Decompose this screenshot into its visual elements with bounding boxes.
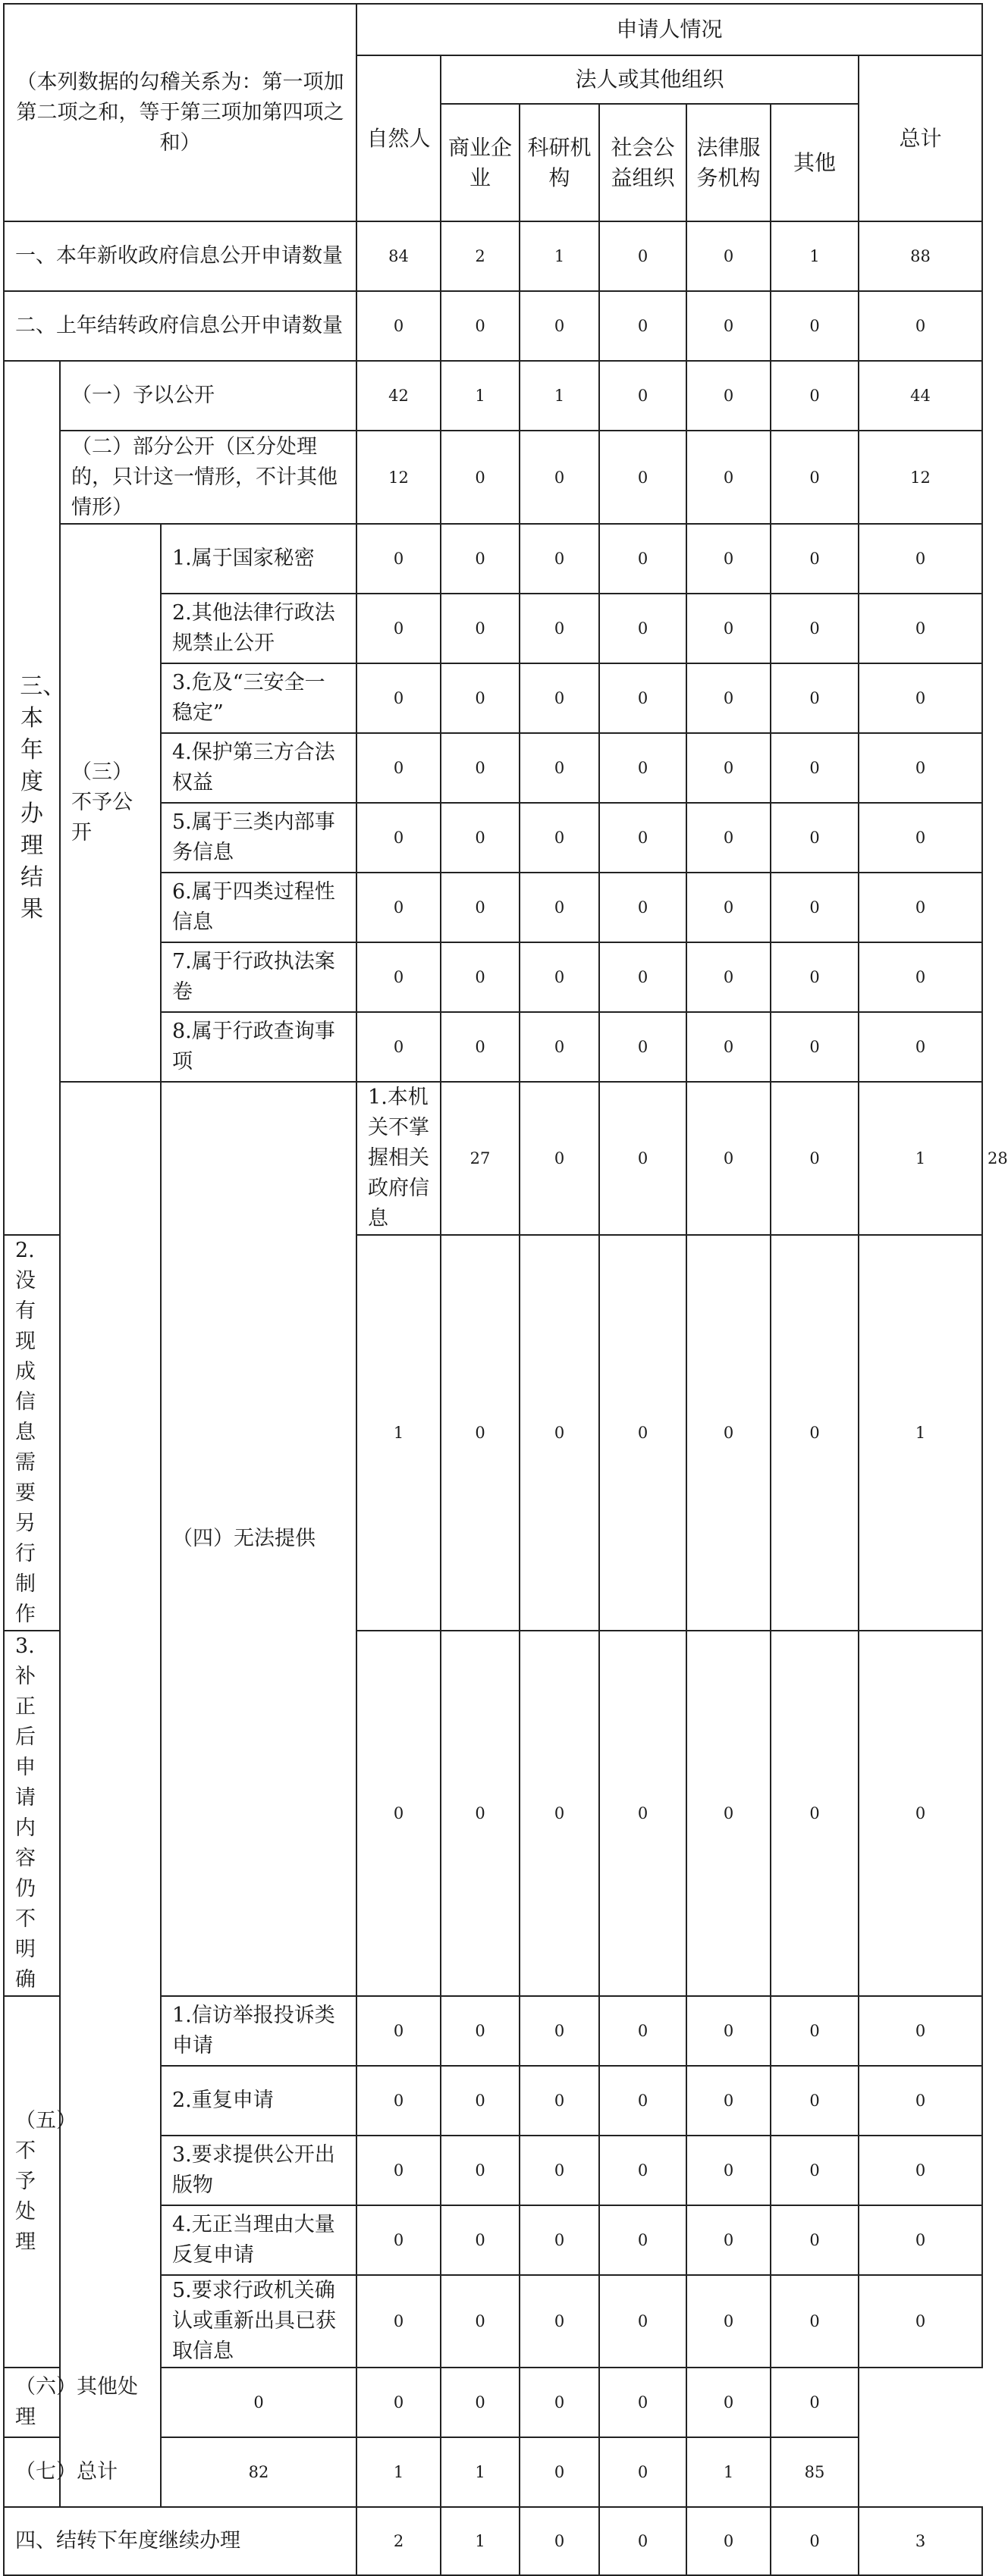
row-label: （六）其他处理 — [4, 2368, 161, 2437]
cell-value: 0 — [771, 1996, 859, 2066]
cell-value: 0 — [520, 2066, 599, 2136]
cell-value: 44 — [859, 361, 982, 431]
header-legal-or-org: 法人或其他组织 — [441, 55, 859, 104]
header-applicant-status: 申请人情况 — [356, 4, 982, 55]
cell-value: 0 — [441, 873, 520, 942]
cell-value: 0 — [441, 594, 520, 663]
cell-value: 0 — [859, 291, 982, 361]
cell-value: 0 — [686, 524, 771, 594]
cell-value: 0 — [441, 1996, 520, 2066]
cell-value: 0 — [441, 1631, 520, 1996]
cell-value: 0 — [520, 2136, 599, 2205]
cell-value: 0 — [356, 1012, 441, 1082]
cell-value: 0 — [599, 942, 686, 1012]
cell-value: 82 — [161, 2437, 356, 2507]
table-row — [4, 524, 982, 594]
cell-value: 0 — [441, 291, 520, 361]
cell-value: 0 — [441, 942, 520, 1012]
cell-value: 0 — [520, 1082, 599, 1235]
cell-value: 0 — [859, 1631, 982, 1996]
cell-value: 0 — [686, 803, 771, 873]
group-label-withheld: （三）不予公开 — [60, 524, 161, 1082]
header-org-type: 法律服务机构 — [686, 104, 771, 221]
cell-value: 0 — [441, 431, 520, 524]
cell-value: 0 — [520, 2507, 599, 2575]
cell-value: 0 — [599, 733, 686, 803]
cell-value: 0 — [599, 291, 686, 361]
cell-value: 0 — [686, 221, 771, 291]
table-row — [4, 2507, 982, 2575]
cell-value: 1 — [859, 1235, 982, 1631]
statistics-table — [3, 3, 1008, 2576]
group-label-unable: （四）无法提供 — [161, 1082, 356, 1996]
cell-value: 0 — [686, 663, 771, 733]
row-label: 3.补正后申请内容仍不明确 — [4, 1631, 60, 1996]
cell-value: 0 — [441, 803, 520, 873]
cell-value: 1 — [441, 2507, 520, 2575]
cell-value: 0 — [859, 663, 982, 733]
cell-value: 0 — [441, 2066, 520, 2136]
cell-value: 0 — [771, 2275, 859, 2368]
header-natural-person: 自然人 — [356, 55, 441, 221]
header-org-type: 社会公益组织 — [599, 104, 686, 221]
cell-value: 0 — [686, 1082, 771, 1235]
cell-value: 0 — [441, 1235, 520, 1631]
cell-value: 0 — [599, 221, 686, 291]
cell-value: 0 — [771, 2368, 859, 2437]
cell-value: 0 — [771, 524, 859, 594]
cell-value: 0 — [859, 873, 982, 942]
table-row: （四）无法提供 1.本机关不掌握相关政府信息 27 0 0 0 0 1 28 — [4, 1082, 982, 1235]
cell-value: 0 — [686, 1235, 771, 1631]
cell-value: 0 — [441, 2205, 520, 2275]
cell-value: 0 — [599, 873, 686, 942]
cell-value: 0 — [771, 594, 859, 663]
header-org-type: 商业企业 — [441, 104, 520, 221]
cell-value: 0 — [599, 2437, 686, 2507]
row-label: 4.无正当理由大量反复申请 — [161, 2205, 356, 2275]
cell-value: 0 — [771, 291, 859, 361]
row-label: 8.属于行政查询事项 — [161, 1012, 356, 1082]
table-row — [4, 431, 982, 524]
cell-value: 0 — [859, 2275, 982, 2368]
cell-value: 0 — [599, 803, 686, 873]
cell-value: 0 — [686, 594, 771, 663]
cell-value: 0 — [520, 2275, 599, 2368]
cell-value: 0 — [356, 524, 441, 594]
cell-value: 0 — [771, 431, 859, 524]
cell-value: 0 — [520, 594, 599, 663]
cell-value: 0 — [859, 942, 982, 1012]
header-total: 总计 — [859, 55, 982, 221]
cell-value: 0 — [356, 2205, 441, 2275]
cell-value: 0 — [771, 2066, 859, 2136]
cell-value: 0 — [520, 733, 599, 803]
row-label: 1.信访举报投诉类申请 — [161, 1996, 356, 2066]
cell-value: 0 — [520, 291, 599, 361]
cell-value: 0 — [771, 873, 859, 942]
row-label: 2.重复申请 — [161, 2066, 356, 2136]
cell-value: 0 — [771, 2205, 859, 2275]
cell-value: 0 — [771, 2136, 859, 2205]
cell-value: 1 — [859, 1082, 982, 1235]
cell-value: 12 — [859, 431, 982, 524]
cell-value: 1 — [520, 221, 599, 291]
cell-value: 0 — [520, 2205, 599, 2275]
group-label-not-processed: （五）不予处理 — [4, 1996, 60, 2368]
cell-value: 0 — [599, 1082, 686, 1235]
cell-value: 0 — [520, 1631, 599, 1996]
cell-value: 0 — [520, 524, 599, 594]
cell-value: 0 — [599, 361, 686, 431]
table-row — [4, 291, 982, 361]
cell-value: 1 — [356, 2437, 441, 2507]
cell-value: 0 — [599, 1012, 686, 1082]
cell-value: 0 — [520, 873, 599, 942]
row-label: 3.要求提供公开出版物 — [161, 2136, 356, 2205]
cell-value: 0 — [520, 2368, 599, 2437]
cell-value: 1 — [520, 361, 599, 431]
cell-value: 1 — [356, 1235, 441, 1631]
row-label: （七）总计 — [4, 2437, 161, 2507]
cell-value: 0 — [161, 2368, 356, 2437]
cell-value: 0 — [686, 291, 771, 361]
cell-value: 0 — [686, 1996, 771, 2066]
cell-value: 0 — [599, 2066, 686, 2136]
cell-value: 0 — [771, 1631, 859, 1996]
cell-value: 0 — [441, 524, 520, 594]
cell-value: 0 — [859, 2136, 982, 2205]
row-label: （二）部分公开（区分处理的，只计这一情形，不计其他情形） — [60, 431, 356, 524]
cell-value: 0 — [859, 2205, 982, 2275]
cell-value: 0 — [599, 2136, 686, 2205]
cell-value: 0 — [686, 2507, 771, 2575]
table-row — [4, 361, 982, 431]
cell-value: 2 — [356, 2507, 441, 2575]
cell-value: 0 — [356, 942, 441, 1012]
row-label: 四、结转下年度继续办理 — [4, 2507, 356, 2575]
row-label: 4.保护第三方合法权益 — [161, 733, 356, 803]
cell-value: 0 — [859, 803, 982, 873]
cell-value: 0 — [599, 2368, 686, 2437]
cell-value: 0 — [520, 431, 599, 524]
cell-value: 0 — [686, 2066, 771, 2136]
cell-value: 27 — [441, 1082, 520, 1235]
cell-value: 0 — [686, 733, 771, 803]
cell-value: 0 — [686, 1631, 771, 1996]
cell-value: 0 — [686, 361, 771, 431]
cell-value: 1 — [441, 361, 520, 431]
cell-value: 0 — [441, 1012, 520, 1082]
cell-value: 0 — [771, 2507, 859, 2575]
cell-value: 1 — [771, 221, 859, 291]
cell-value: 0 — [599, 2205, 686, 2275]
section-label-results — [4, 361, 66, 1235]
cell-value: 0 — [599, 663, 686, 733]
cell-value: 0 — [771, 1235, 859, 1631]
row-label: 6.属于四类过程性信息 — [161, 873, 356, 942]
cell-value: 0 — [771, 1012, 859, 1082]
table-row — [4, 2437, 982, 2507]
cell-value: 0 — [356, 594, 441, 663]
cell-value: 0 — [356, 803, 441, 873]
cell-value: 0 — [356, 2275, 441, 2368]
cell-value: 0 — [771, 733, 859, 803]
cell-value: 0 — [356, 1996, 441, 2066]
cell-value: 0 — [520, 2437, 599, 2507]
cell-value: 0 — [771, 942, 859, 1012]
cell-value: 3 — [859, 2507, 982, 2575]
row-label: 2.没有现成信息需要另行制作 — [4, 1235, 60, 1631]
cell-value: 0 — [599, 2275, 686, 2368]
row-label: 7.属于行政执法案卷 — [161, 942, 356, 1012]
cell-value: 0 — [859, 1996, 982, 2066]
cell-value: 0 — [771, 361, 859, 431]
cell-value: 1 — [441, 2437, 520, 2507]
cell-value: 0 — [356, 1631, 441, 1996]
cell-value: 0 — [599, 594, 686, 663]
cell-value: 0 — [599, 431, 686, 524]
cell-value: 0 — [771, 663, 859, 733]
cell-value: 88 — [859, 221, 982, 291]
cell-value: 0 — [520, 663, 599, 733]
cell-value: 0 — [859, 594, 982, 663]
cell-value: 0 — [599, 2507, 686, 2575]
cell-value: 0 — [441, 2136, 520, 2205]
cell-value: 0 — [356, 2066, 441, 2136]
cell-value: 0 — [356, 2368, 441, 2437]
cell-value: 0 — [771, 1082, 859, 1235]
cell-value: 0 — [520, 1235, 599, 1631]
row-label: 一、本年新收政府信息公开申请数量 — [4, 221, 356, 291]
header-note: （本列数据的勾稽关系为：第一项加第二项之和，等于第三项加第四项之和） — [4, 4, 356, 221]
cell-value: 0 — [686, 2275, 771, 2368]
row-label: 1.属于国家秘密 — [161, 524, 356, 594]
cell-value: 1 — [686, 2437, 771, 2507]
row-label: （一）予以公开 — [60, 361, 356, 431]
row-label: 5.要求行政机关确认或重新出具已获取信息 — [161, 2275, 356, 2368]
header-org-type: 科研机构 — [520, 104, 599, 221]
header-org-type: 其他 — [771, 104, 859, 221]
cell-value: 0 — [520, 942, 599, 1012]
row-label: 1.本机关不掌握相关政府信息 — [356, 1082, 441, 1235]
row-label: 3.危及“三安全一稳定” — [161, 663, 356, 733]
table-row — [4, 2368, 982, 2437]
cell-value: 0 — [686, 1012, 771, 1082]
cell-value: 0 — [441, 2368, 520, 2437]
cell-value: 2 — [441, 221, 520, 291]
cell-value: 0 — [686, 2368, 771, 2437]
cell-value: 0 — [859, 2066, 982, 2136]
cell-value: 12 — [356, 431, 441, 524]
cell-value: 0 — [686, 873, 771, 942]
row-label: 5.属于三类内部事务信息 — [161, 803, 356, 873]
cell-value: 0 — [356, 2136, 441, 2205]
table-row — [4, 221, 982, 291]
cell-value: 0 — [686, 2205, 771, 2275]
row-label: 二、上年结转政府信息公开申请数量 — [4, 291, 356, 361]
cell-value: 0 — [686, 431, 771, 524]
cell-value: 0 — [599, 1631, 686, 1996]
cell-value: 0 — [356, 291, 441, 361]
cell-value: 0 — [356, 663, 441, 733]
section-label-results-text: 三、本年度办理结果 — [20, 672, 66, 923]
cell-value: 0 — [599, 1996, 686, 2066]
row-label: 2.其他法律行政法规禁止公开 — [161, 594, 356, 663]
cell-value: 0 — [599, 524, 686, 594]
cell-value: 0 — [356, 873, 441, 942]
cell-value: 0 — [686, 942, 771, 1012]
cell-value: 0 — [441, 2275, 520, 2368]
cell-value: 0 — [441, 733, 520, 803]
cell-value: 0 — [520, 803, 599, 873]
cell-value: 42 — [356, 361, 441, 431]
cell-value: 0 — [599, 1235, 686, 1631]
cell-value: 0 — [859, 524, 982, 594]
cell-value: 0 — [520, 1996, 599, 2066]
cell-value: 0 — [771, 803, 859, 873]
cell-value: 84 — [356, 221, 441, 291]
cell-value: 0 — [356, 733, 441, 803]
cell-value: 0 — [520, 1012, 599, 1082]
cell-value: 0 — [441, 663, 520, 733]
cell-value: 0 — [686, 2136, 771, 2205]
section-continuation — [60, 1082, 161, 2507]
cell-value: 85 — [771, 2437, 859, 2507]
cell-value: 0 — [859, 733, 982, 803]
cell-value: 0 — [859, 1012, 982, 1082]
